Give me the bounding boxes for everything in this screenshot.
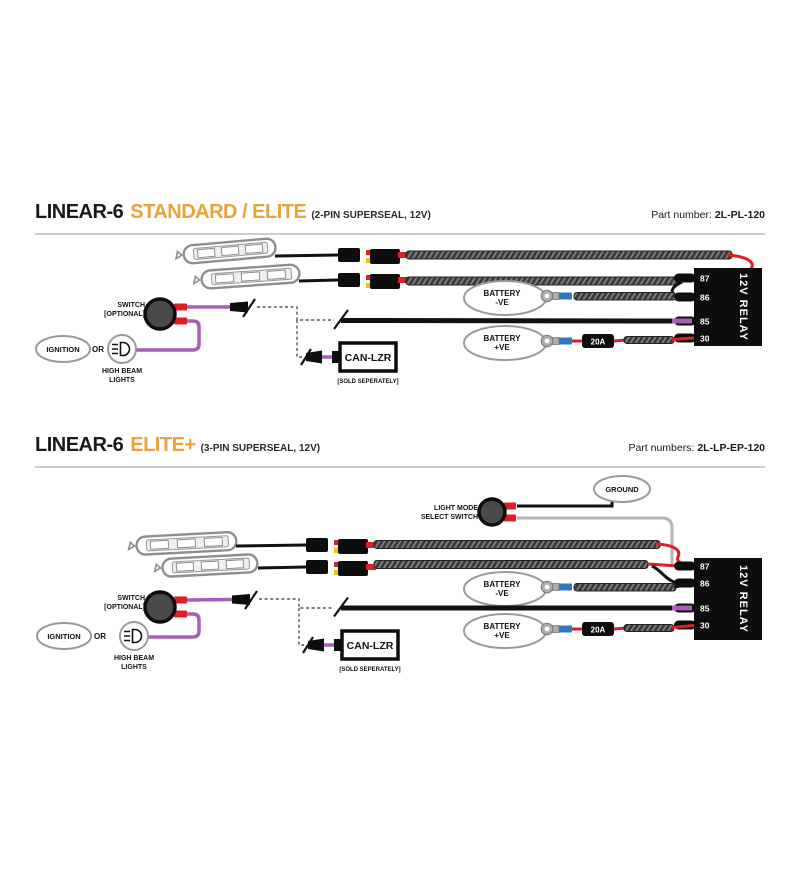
light-bar-icon bbox=[175, 238, 276, 265]
relay-pin-85: 85 bbox=[700, 603, 710, 614]
braided-cable bbox=[374, 561, 648, 569]
ring-terminal-icon bbox=[541, 623, 559, 635]
relay-pin-86: 86 bbox=[700, 292, 710, 303]
lamp-lead-wire bbox=[258, 567, 306, 568]
battery-positive bbox=[464, 326, 694, 360]
canlzr-module bbox=[301, 343, 399, 385]
light-bar-icon bbox=[154, 554, 258, 577]
optional-switch bbox=[104, 592, 187, 622]
diagram1-part-number bbox=[651, 209, 765, 221]
high-beam-source bbox=[114, 622, 154, 671]
relay-label: 12V RELAY bbox=[737, 273, 749, 341]
light-bar-icon bbox=[193, 264, 300, 289]
splice-connector bbox=[230, 302, 248, 313]
diagram2-part-number bbox=[628, 442, 765, 454]
ground-node bbox=[594, 476, 650, 502]
switch-wire bbox=[187, 600, 233, 601]
ignition-source bbox=[36, 336, 90, 362]
braided-cable bbox=[624, 337, 674, 344]
crimp-connector bbox=[559, 584, 572, 591]
braided-cable bbox=[624, 625, 674, 632]
diagram2-header bbox=[35, 434, 765, 457]
diagram2-graphic bbox=[37, 476, 762, 673]
braided-cable bbox=[574, 584, 676, 592]
relay-12v bbox=[674, 558, 762, 640]
battery-pos-label: BATTERY bbox=[483, 622, 521, 631]
battery-neg-label: -VE bbox=[495, 589, 509, 598]
canlzr-label: CAN-LZR bbox=[346, 640, 394, 652]
battery-pos-label: BATTERY bbox=[483, 334, 521, 343]
battery-neg-label: BATTERY bbox=[483, 580, 521, 589]
dashed-link bbox=[259, 599, 334, 608]
high-beam-label: LIGHTS bbox=[109, 377, 135, 384]
superseal-connector bbox=[306, 560, 376, 576]
high-beam-label: LIGHTS bbox=[121, 664, 147, 671]
dashed-link bbox=[299, 608, 304, 645]
or-label: OR bbox=[94, 632, 106, 641]
braided-cable bbox=[574, 293, 676, 301]
ignition-source bbox=[37, 623, 91, 649]
diagram1-part-value: 2L-PL-120 bbox=[714, 209, 765, 221]
crimp-connector bbox=[559, 338, 572, 345]
diagram2-variant-name: ELITE+ bbox=[130, 434, 196, 456]
canlzr-label: CAN-LZR bbox=[344, 352, 392, 364]
relay-pin-30: 30 bbox=[700, 620, 710, 631]
lamp-lead-wire bbox=[299, 280, 338, 281]
diagram1-product-name: LINEAR-6 bbox=[35, 201, 124, 223]
relay-pin-85: 85 bbox=[700, 316, 710, 327]
ring-terminal-icon bbox=[541, 335, 559, 347]
diagram2-product-name: LINEAR-6 bbox=[35, 434, 124, 456]
canlzr-module bbox=[303, 631, 401, 673]
lamp-lead-wire bbox=[275, 255, 338, 256]
fuse-label: 20A bbox=[590, 625, 606, 635]
diagram1-part-label: Part number: bbox=[651, 209, 712, 221]
ring-terminal-icon bbox=[541, 581, 559, 593]
sold-separately-label: [SOLD SEPERATELY] bbox=[337, 379, 399, 385]
or-label: OR bbox=[92, 345, 104, 354]
light-mode-label: SELECT SWITCH bbox=[420, 514, 478, 521]
relay-label: 12V RELAY bbox=[737, 565, 749, 633]
braided-cable bbox=[406, 251, 732, 259]
diagram2-part-value: 2L-LP-EP-120 bbox=[697, 442, 765, 454]
superseal-connector bbox=[338, 248, 408, 264]
relay-pin-87: 87 bbox=[700, 561, 710, 572]
switch-label: SWITCH bbox=[117, 302, 145, 309]
diagram1-graphic bbox=[36, 238, 762, 385]
ground-label: GROUND bbox=[605, 485, 639, 494]
diagram1-header bbox=[35, 201, 765, 224]
battery-neg-label: BATTERY bbox=[483, 289, 521, 298]
high-beam-label: HIGH BEAM bbox=[101, 368, 143, 375]
dashed-link bbox=[297, 320, 302, 357]
light-mode-switch bbox=[421, 499, 516, 525]
relay-pin-86: 86 bbox=[700, 578, 710, 589]
high-beam-label: HIGH BEAM bbox=[113, 655, 155, 662]
relay-pin-87: 87 bbox=[700, 273, 710, 284]
trigger-wire bbox=[341, 321, 676, 322]
optional-switch bbox=[104, 299, 187, 329]
switch-button-icon bbox=[145, 592, 175, 622]
light-bar-icon bbox=[128, 532, 237, 556]
switch-label: [OPTIONAL] bbox=[104, 604, 145, 611]
superseal-connector bbox=[306, 538, 376, 554]
crimp-connector bbox=[559, 293, 572, 300]
braided-cable bbox=[374, 541, 660, 549]
switch-button-icon bbox=[479, 499, 505, 525]
superseal-connector bbox=[338, 273, 408, 289]
dashed-link bbox=[257, 307, 334, 320]
battery-negative bbox=[464, 281, 694, 315]
diagram2-part-label: Part numbers: bbox=[628, 442, 695, 454]
relay-pin-30: 30 bbox=[700, 333, 710, 344]
diagram1-spec: (2-PIN SUPERSEAL, 12V) bbox=[311, 210, 431, 221]
switch-button-icon bbox=[145, 299, 175, 329]
battery-pos-label: +VE bbox=[494, 343, 510, 352]
battery-neg-label: -VE bbox=[495, 298, 509, 307]
ground-wire bbox=[517, 502, 612, 506]
battery-pos-label: +VE bbox=[494, 631, 510, 640]
ring-terminal-icon bbox=[541, 290, 559, 302]
relay-12v bbox=[674, 268, 762, 346]
sold-separately-label: [SOLD SEPERATELY] bbox=[339, 667, 401, 673]
ignition-label: IGNITION bbox=[47, 632, 81, 641]
diagram2-spec: (3-PIN SUPERSEAL, 12V) bbox=[200, 443, 321, 454]
high-beam-source bbox=[102, 335, 142, 384]
ignition-label: IGNITION bbox=[46, 345, 80, 354]
light-mode-label: LIGHT MODE bbox=[434, 505, 478, 512]
splice-connector bbox=[232, 594, 250, 605]
battery-negative bbox=[464, 572, 694, 606]
diagram1-variant-name: STANDARD / ELITE bbox=[130, 201, 307, 223]
fuse-label: 20A bbox=[590, 337, 606, 347]
braided-cable bbox=[406, 277, 680, 285]
crimp-connector bbox=[559, 626, 572, 633]
battery-positive bbox=[464, 614, 694, 648]
lamp-lead-wire bbox=[236, 545, 306, 546]
switch-label: [OPTIONAL] bbox=[104, 311, 145, 318]
switch-label: SWITCH bbox=[117, 595, 145, 602]
